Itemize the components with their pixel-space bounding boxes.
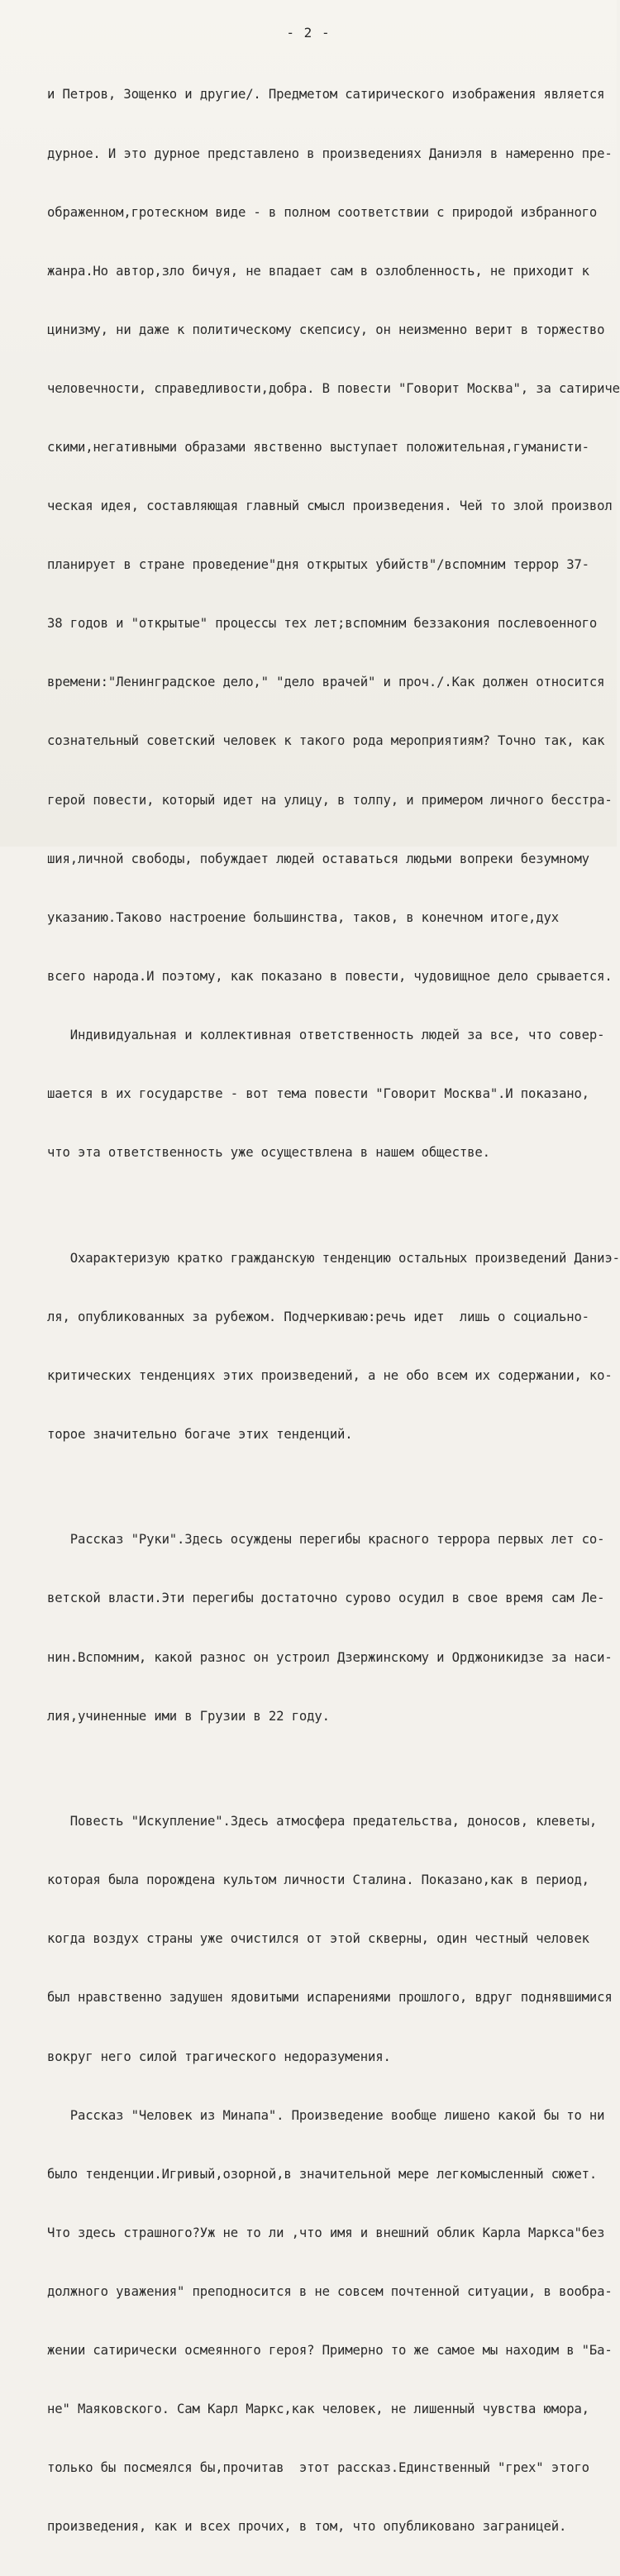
text-line: Рассказ "Руки".Здесь осуждены перегибы красного террора первых лет со- <box>47 1532 605 1548</box>
text-line: ля, опубликованных за рубежом. Подчеркиваю:речь идет лишь о социально- <box>47 1309 589 1324</box>
text-line: человечности, справедливости,добра. В повести "Говорит Москва", за сатириче <box>47 380 620 396</box>
page-number: - 2 - <box>286 25 331 41</box>
text-line: цинизму, ни даже к политическому скепсису, он неизменно верит в торжество <box>47 322 605 337</box>
text-line: всего народа.И поэтому, как показано в повести, чудовищное дело срывается. <box>47 968 613 984</box>
text-line: что эта ответственность уже осуществлена в нашем обществе. <box>47 1145 490 1161</box>
text-line: было тенденции.Игривый,озорной,в значительной мере легкомысленный сюжет. <box>47 2166 598 2182</box>
text-line: ческая идея, составляющая главный смысл произведения. Чей то злой произвол <box>47 499 613 514</box>
text-line: должного уважения" преподносится в не совсем почтенной ситуации, в вообра- <box>47 2283 613 2299</box>
text-line: скими,негативными образами явственно выступает положительная,гуманисти- <box>47 439 589 455</box>
text-line: которая была порождена культом личности Сталина. Показано,как в период, <box>47 1872 589 1888</box>
text-line: времени:"Ленинградское дело," "дело врачей" и проч./.Как должен относится <box>47 675 605 690</box>
text-line: был нравственно задушен ядовитыми испарениями прошлого, вдруг поднявшимися <box>47 1990 613 2006</box>
text-line: Что здесь страшного?Уж не то ли ,что имя и внешний облик Карла Маркса"без <box>47 2225 605 2240</box>
text-line: лия,учиненные ими в Грузии в 22 году. <box>47 1708 330 1724</box>
text-line: Индивидуальная и коллективная ответственность людей за все, что совер- <box>47 1027 605 1042</box>
text-line: сознательный советский человек к такого рода мероприятиям? Точно так, как <box>47 733 605 749</box>
text-line: произведения, как и всех прочих, в том, что опубликовано заграницей. <box>47 2519 567 2535</box>
text-line: критических тенденциях этих произведений, а не обо всем их содержании, ко- <box>47 1367 613 1383</box>
text-line: ображенном,гротескном виде - в полном соответствии с природой избранного <box>47 204 598 220</box>
text-line: жанра.Но автор,зло бичуя, не впадает сам в озлобленность, не приходит к <box>47 263 589 279</box>
text-line: и Петров, Зощенко и другие/. Предметом сатирического изображения является <box>47 87 605 103</box>
paragraph-gap <box>47 1484 618 1491</box>
text-line: планирует в стране проведение"дня открытых убийств"/вспомним террор 37- <box>47 557 589 573</box>
text-line: Повесть "Искупление".Здесь атмосфера предательства, доносов, клеветы, <box>47 1814 598 1829</box>
body-text <box>47 46 618 2576</box>
text-line: ветской власти.Эти перегибы достаточно сурово осудил в свое время сам Ле- <box>47 1591 605 1606</box>
paragraph-gap <box>47 1766 618 1773</box>
text-line: вокруг него силой трагического недоразумения. <box>47 2049 391 2064</box>
text-line: жении сатирически осмеянного героя? Примерно то же самое мы находим в "Ба- <box>47 2343 613 2358</box>
text-line: 38 годов и "открытые" процессы тех лет;вспомним беззакония послевоенного <box>47 616 598 632</box>
paragraph-gap <box>47 1202 618 1209</box>
text-line: торое значительно богаче этих тенденций. <box>47 1426 353 1442</box>
text-line: шия,личной свободы, побуждает людей оставаться людьми вопреки безумному <box>47 851 589 866</box>
text-line: дурное. И это дурное представлено в произведениях Даниэля в намеренно пре- <box>47 145 613 161</box>
text-line: только бы посмеялся бы,прочитав этот рассказ.Единственный "грех" этого <box>47 2460 589 2476</box>
text-line: нин.Вспомним, какой разнос он устроил Дзержинскому и Орджоникидзе за наси- <box>47 1649 613 1665</box>
text-line: Рассказ "Человек из Минапа". Произведение вообще лишено какой бы то ни <box>47 2107 605 2123</box>
text-line: когда воздух страны уже очистился от этой скверны, один честный человек <box>47 1931 589 1947</box>
text-line: шается в их государстве - вот тема повести "Говорит Москва".И показано, <box>47 1086 589 1101</box>
text-line: Охарактеризую кратко гражданскую тенденцию остальных произведений Даниэ- <box>47 1250 620 1266</box>
text-line: указанию.Таково настроение большинства, таков, в конечном итоге,дух <box>47 909 559 925</box>
text-line: герой повести, который идет на улицу, в толпу, и примером личного бесстра- <box>47 792 613 808</box>
text-line: не" Маяковского. Сам Карл Маркс,как человек, не лишенный чувства юмора, <box>47 2402 589 2417</box>
